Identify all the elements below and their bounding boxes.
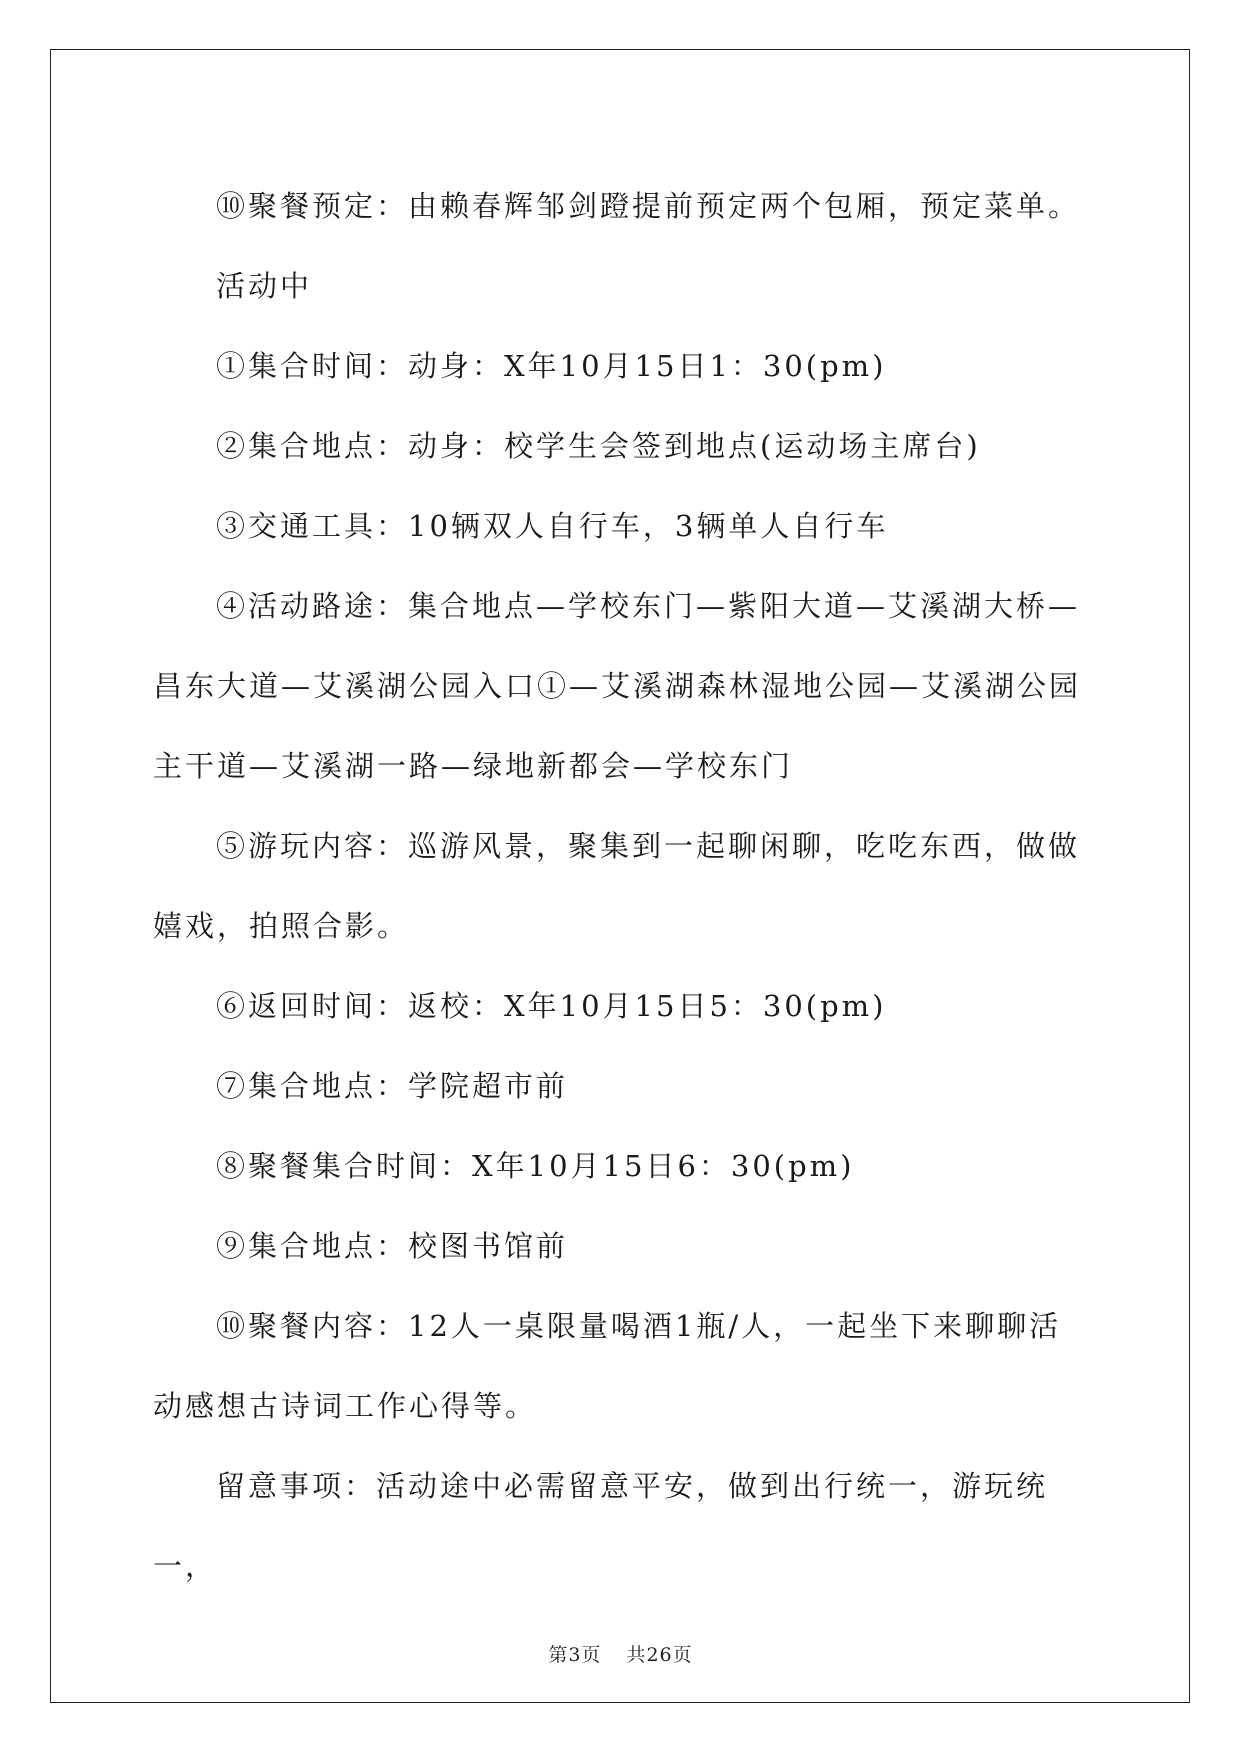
page-footer	[0, 1640, 1241, 1667]
paragraph-gather-time: ①集合时间：动身：X年10月15日1：30(pm)	[216, 349, 887, 383]
paragraph-return-place: ⑦集合地点：学院超市前	[216, 1069, 569, 1103]
paragraph-gather-place: ②集合地点：动身：校学生会签到地点(运动场主席台)	[216, 429, 981, 463]
section-heading-during-activity: 活动中	[216, 269, 313, 303]
paragraph-route: ④活动路途：集合地点—学校东门—紫阳大道—艾溪湖大桥—昌东大道—艾溪湖公园入口①—艾溪湖森林湿地公园—艾溪湖公园主干道—艾溪湖一路—绿地新都会—学校东门	[153, 589, 1082, 783]
paragraph-return-time: ⑥返回时间：返校：X年10月15日5：30(pm)	[216, 989, 887, 1023]
paragraph-activities: ⑤游玩内容：巡游风景，聚集到一起聊闲聊，吃吃东西，做做嬉戏，拍照合影。	[153, 829, 1081, 943]
paragraph-transport: ③交通工具：10辆双人自行车，3辆单人自行车	[216, 509, 889, 543]
document-body	[153, 166, 1088, 1606]
paragraph-banquet-place: ⑨集合地点：校图书馆前	[216, 1229, 569, 1263]
paragraph-banquet-time: ⑧聚餐集合时间：X年10月15日6：30(pm)	[216, 1149, 855, 1183]
page-number: 第3页	[548, 1644, 602, 1666]
page-total: 共26页	[626, 1644, 693, 1666]
paragraph-banquet-content: ⑩聚餐内容：12人一桌限量喝酒1瓶/人，一起坐下来聊聊活动感想古诗词工作心得等。	[153, 1309, 1062, 1423]
paragraph-banquet-booking: ⑩聚餐预定：由赖春辉邹剑蹬提前预定两个包厢，预定菜单。	[216, 189, 1081, 223]
paragraph-notes: 留意事项：活动途中必需留意平安，做到出行统一，游玩统一，	[153, 1469, 1049, 1583]
